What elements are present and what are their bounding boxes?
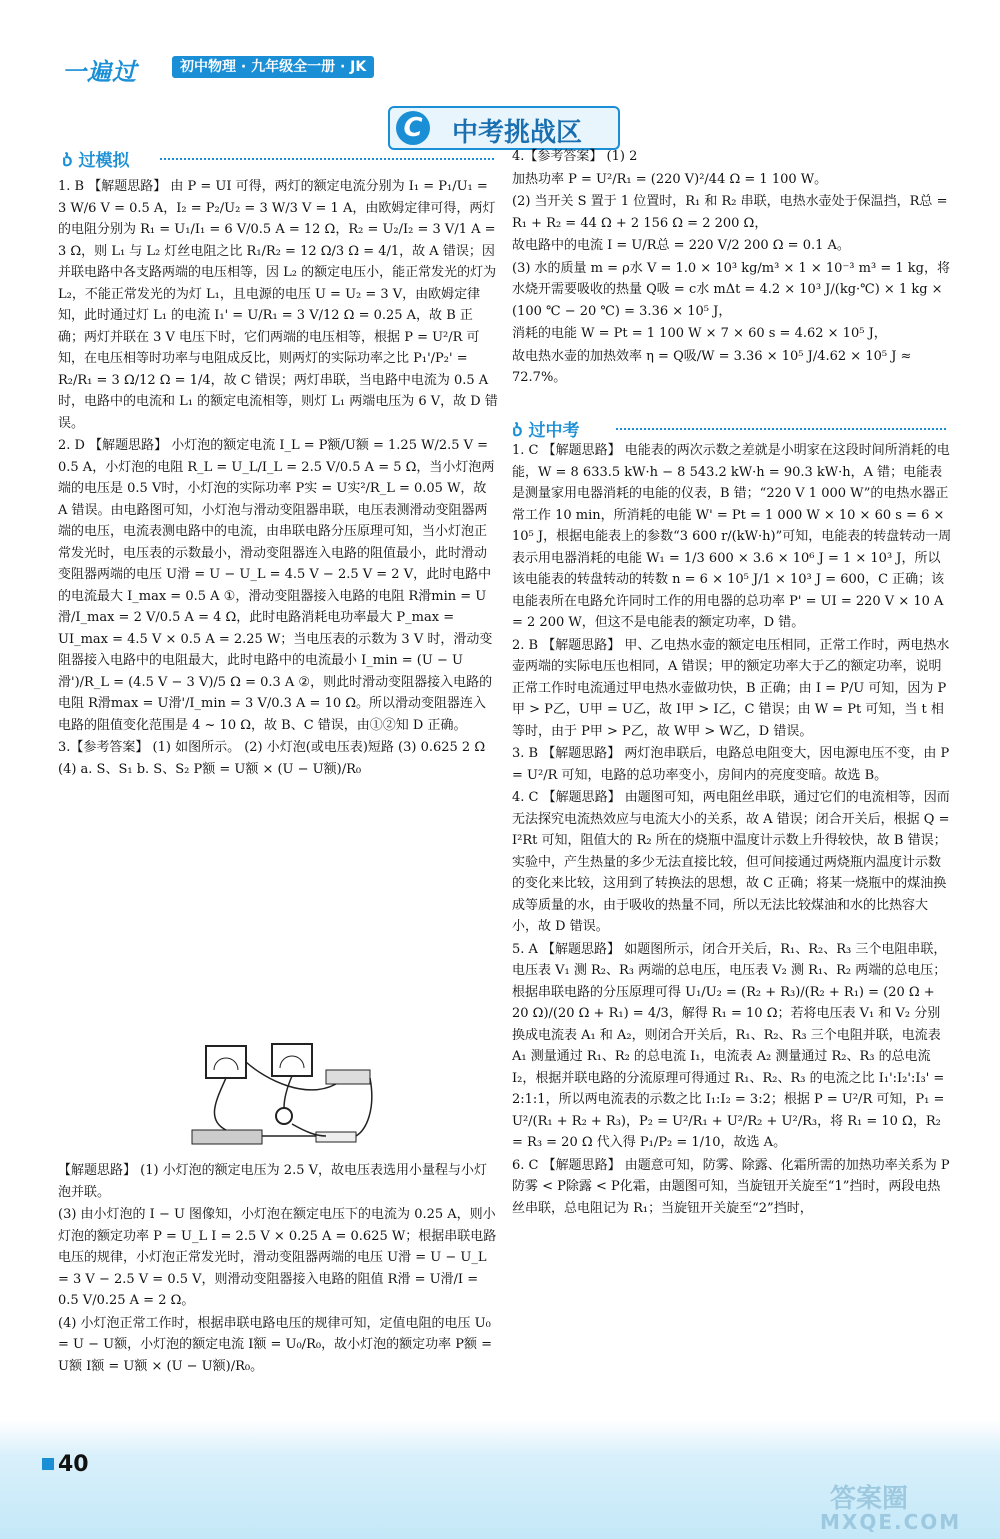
divider bbox=[160, 158, 494, 160]
watermark-url: MXQE.COM bbox=[820, 1510, 962, 1534]
explanation-3: (4) 小灯泡正常工作时，根据串联电路电压的规律可知，定值电阻的电压 U₀ = U − U额，小灯泡的额定电流 I额 = U₀/R₀，故小灯泡的额定功率 P额 = U额 I额 = U额 × (U − U额)/R₀。 bbox=[58, 1315, 492, 1374]
page-marker-icon bbox=[42, 1458, 54, 1470]
answer-4-line-2: 加热功率 P = U²/R₁ = (220 V)²/44 Ω = 1 100 W。 bbox=[512, 171, 828, 187]
wave-icon: ⳳ bbox=[512, 421, 523, 441]
sub-heading-simulate bbox=[62, 146, 129, 171]
left-column bbox=[58, 176, 498, 781]
sub-heading-text: 过模拟 bbox=[78, 151, 130, 171]
wave-icon: ⳳ bbox=[62, 151, 73, 171]
right-column-bottom bbox=[512, 440, 952, 1220]
section-title bbox=[388, 106, 620, 150]
answer-4: 4.【参考答案】 (1) 2 bbox=[512, 149, 638, 164]
answer-4-line-3: (2) 当开关 S 置于 1 位置时，R₁ 和 R₂ 串联，电热水壶处于保温挡，R总 = R₁ + R₂ = 44 Ω + 2 156 Ω = 2 200 Ω， bbox=[512, 194, 948, 231]
answer-1: 1. B 【解题思路】 由 P = UI 可得，两灯的额定电流分别为 I₁ = P₁/U₁ = 3 W/6 V = 0.5 A，I₂ = P₂/U₂ = 3 W/3 V = 1 A，由欧姆定律可得，两灯的电阻分别为 R₁ = U₁/I₁ = 6 V/0.5 A = 12 Ω，R₂ = U₂/I₂ = 3 V/1 A = 3 Ω，则 L₁ 与 L₂ 灯丝电阻之比 R₁/R₂ = 12 Ω/3 Ω = 4/1，故 A 错误；因并联电路中各支路两端的电压相等，因 L₂ 的额定电压小，能正常发光的灯为 L₂，不能正常发光的为灯 L₁，且电源的电压 U = U₂ = 3 V，由欧姆定律知，此时通过灯 L₁ 的电流 I₁' = U/R₁ = 3 V/12 Ω = 0.25 A，故 B 正确；两灯并联在 3 V 电压下时，它们两端的电压相等，根据 P = U²/R 可知，在电压相等时功率与电阻成反比，则两灯的实际功率之比 P₁'/P₂' = R₂/R₁ = 3 Ω/12 Ω = 1/4，故 C 错误；两灯串联，当电路中电流为 0.5 A时，电路中的电流和 L₁ 的额定电流相等，则灯 L₁ 两端电压为 6 V，故 D 错误。 bbox=[58, 179, 498, 431]
left-column-explanation bbox=[58, 1160, 498, 1378]
exam-answer-5: 5. A 【解题思路】 如题图所示，闭合开关后，R₁、R₂、R₃ 三个电阻串联，电压表 V₁ 测 R₂、R₃ 两端的总电压，电压表 V₂ 测 R₁、R₂ 两端的总电压；根据串联电路的分压原理可得 U₁/U₂ = (R₂ + R₃)/(R₂ + R₁) = (20 Ω + 20 Ω)/(20 Ω + R₁) = 4/3，解得 R₁ = 10 Ω；若将电压表 V₁ 和 V₂ 分别换成电流表 A₁ 和 A₂，则闭合开关后，R₁、R₂、R₃ 三个电阻并联，电流表 A₁ 测量通过 R₁、R₂ 的总电流 I₁，电流表 A₂ 测量通过 R₂、R₃ 的总电流 I₂，根据并联电路的分流原理可得通过 R₁、R₂、R₃ 的电流之比 I₁':I₂':I₃' = 2:1:1，所以两电流表的示数之比 I₁:I₂ = 3:2；根据 P = U²/R 可知，P₁ = U²/(R₁ + R₂ + R₃)，P₂ = U²/R₁ + U²/R₂ + U²/R₃，将 R₁ = 10 Ω，R₂ = R₃ = 20 Ω 代入得 P₁/P₂ = 1/10，故选 A。 bbox=[512, 941, 947, 1150]
answer-4-line-4: 故电路中的电流 I = U/R总 = 220 V/2 200 Ω = 0.1 A。 bbox=[512, 238, 850, 253]
book-badge: 初中物理 · 九年级全一册 · JK bbox=[172, 56, 374, 78]
circuit-diagram bbox=[186, 1040, 376, 1152]
explanation-1: 【解题思路】 (1) 小灯泡的额定电压为 2.5 V，故电压表选用小量程与小灯泡并联。 bbox=[58, 1163, 488, 1200]
right-column-top bbox=[512, 146, 952, 390]
exam-answer-1: 1. C 【解题思路】 电能表的两次示数之差就是小明家在这段时间所消耗的电能，W = 8 633.5 kW·h − 8 543.2 kW·h = 90.3 kW·h，A 错；电能表是测量家用电器消耗的电能的仪表，B 错；“220 V 1 000 W”的电热水器正常工作 10 min，所消耗的电能 W' = Pt = 1 000 W × 10 × 60 s = 6 × 10⁵ J，根据电能表上的参数“3 600 r/(kW·h)”可知，电能表的转盘转动一周表示用电器消耗的电能 W₁ = 1/3 600 × 3.6 × 10⁶ J = 1 × 10³ J，所以该电能表的转盘转动的转数 n = 6 × 10⁵ J/1 × 10³ J = 600，C 正确；该电能表所在电路允许同时工作的用电器的总功率 P' = UI = 220 V × 10 A = 2 200 W，但这不是电能表的额定功率，D 错。 bbox=[512, 443, 952, 630]
exam-answer-3: 3. B 【解题思路】 两灯泡串联后，电路总电阻变大，因电源电压不变，由 P = U²/R 可知，电路的总功率变小，房间内的亮度变暗。故选 B。 bbox=[512, 746, 950, 783]
section-title-text: 中考挑战区 bbox=[452, 118, 583, 148]
answer-4-line-6: 消耗的电能 W = Pt = 1 100 W × 7 × 60 s = 4.62 × 10⁵ J， bbox=[512, 326, 887, 341]
page-number: 40 bbox=[58, 1452, 89, 1477]
exam-answer-6: 6. C 【解题思路】 由题意可知，防雾、除露、化霜所需的加热功率关系为 P防雾 < P除露 < P化霜，由题图可知，当旋钮开关旋至“1”挡时，两段电热丝串联，总电阻记为 R₁；当旋钮开关旋至“2”挡时， bbox=[512, 1157, 950, 1216]
watermark: 答案圈 bbox=[830, 1484, 909, 1514]
section-letter: C bbox=[396, 111, 430, 145]
answer-3: 3.【参考答案】 (1) 如图所示。 (2) 小灯泡(或电压表)短路 (3) 0.625 2 Ω (4) a. S、S₁ b. S、S₂ P额 = U额 × (U − U额)/R₀ bbox=[58, 740, 486, 777]
sub-heading-text: 过中考 bbox=[528, 421, 580, 441]
divider bbox=[616, 428, 946, 430]
explanation-2: (3) 由小灯泡的 I − U 图像知，小灯泡在额定电压下的电流为 0.25 A，则小灯泡的额定功率 P = U_L I = 2.5 V × 0.25 A = 0.625 W；根据串联电路电压的规律，小灯泡正常发光时，滑动变阻器两端的电压 U滑 = U − U_L = 3 V − 2.5 V = 0.5 V，则滑动变阻器接入电路的阻值 R滑 = U滑/I = 0.5 V/0.25 A = 2 Ω。 bbox=[58, 1207, 497, 1308]
sub-heading-exam bbox=[512, 416, 579, 441]
exam-answer-4: 4. C 【解题思路】 由题图可知，两电阻丝串联，通过它们的电流相等，因而无法探究电流热效应与电流大小的关系，故 A 错误；闭合开关后，根据 Q = I²Rt 可知，阻值大的 R₂ 所在的烧瓶中温度计示数上升得较快，故 B 错误；实验中，产生热量的多少无法直接比较，但可间接通过两烧瓶内温度计示数的变化来比较，这用到了转换法的思想，故 C 正确；将某一烧瓶中的煤油换成等质量的水，由于吸收的热量不同，所以无法比较煤油和水的比热容大小，故 D 错误。 bbox=[512, 790, 950, 934]
answer-4-line-7: 故电热水壶的加热效率 η = Q吸/W = 3.36 × 10⁵ J/4.62 × 10⁵ J ≈ 72.7%。 bbox=[512, 348, 912, 385]
answer-4-line-5: (3) 水的质量 m = ρ水 V = 1.0 × 10³ kg/m³ × 1 × 10⁻³ m³ = 1 kg，将水烧开需要吸收的热量 Q吸 = c水 mΔt = 4.2 × 10³ J/(kg·℃) × 1 kg × (100 ℃ − 20 ℃) = 3.36 × 10⁵ J， bbox=[512, 260, 950, 319]
brand-logo: 一遍过 bbox=[62, 58, 137, 86]
answer-2: 2. D 【解题思路】 小灯泡的额定电流 I_L = P额/U额 = 1.25 W/2.5 V = 0.5 A，小灯泡的电阻 R_L = U_L/I_L = 2.5 V/0.5 A = 5 Ω，当小灯泡两端的电压是 0.5 V时，小灯泡的实际功率 P实 = U实²/R_L = 0.05 W，故 A 错误。由电路图可知，小灯泡与滑动变阻器串联，电压表测滑动变阻器两端的电压，电流表测电路中的电流，由串联电路分压原理可知，当小灯泡正常发光时，电压表的示数最小，滑动变阻器连入电路的阻值最小，此时滑动变阻器两端的电压 U滑 = U − U_L = 4.5 V − 2.5 V = 2 V，此时电路中的电流最大 I_max = 0.5 A ①，滑动变阻器接入电路的电阻 R滑min = U滑/I_max = 2 V/0.5 A = 4 Ω，此时电路消耗电功率最大 P_max = UI_max = 4.5 V × 0.5 A = 2.25 W；当电压表的示数为 3 V 时，滑动变阻器接入电路中的电阻最大，此时电路中的电流最小 I_min = (U − U滑')/R_L = (4.5 V − 3 V)/5 Ω = 0.3 A ②，则此时滑动变阻器接入电路的电阻 R滑max = U滑'/I_min = 3 V/0.3 A = 10 Ω。所以滑动变阻器连入电路的阻值变化范围是 4 ~ 10 Ω，故 B、C 错误，由①②知 D 正确。 bbox=[58, 438, 495, 733]
exam-answer-2: 2. B 【解题思路】 甲、乙电热水壶的额定电压相同，正常工作时，两电热水壶两端的实际电压也相同，A 错误；甲的额定功率大于乙的额定功率，说明正常工作时电流通过甲电热水壶做功快，B 正确；由 I = P/U 可知，因为 P甲 > P乙，U甲 = U乙，故 I甲 > I乙，C 错误；由 W = Pt 可知，当 t 相等时，由于 P甲 > P乙，故 W甲 > W乙，D 错误。 bbox=[512, 637, 950, 739]
